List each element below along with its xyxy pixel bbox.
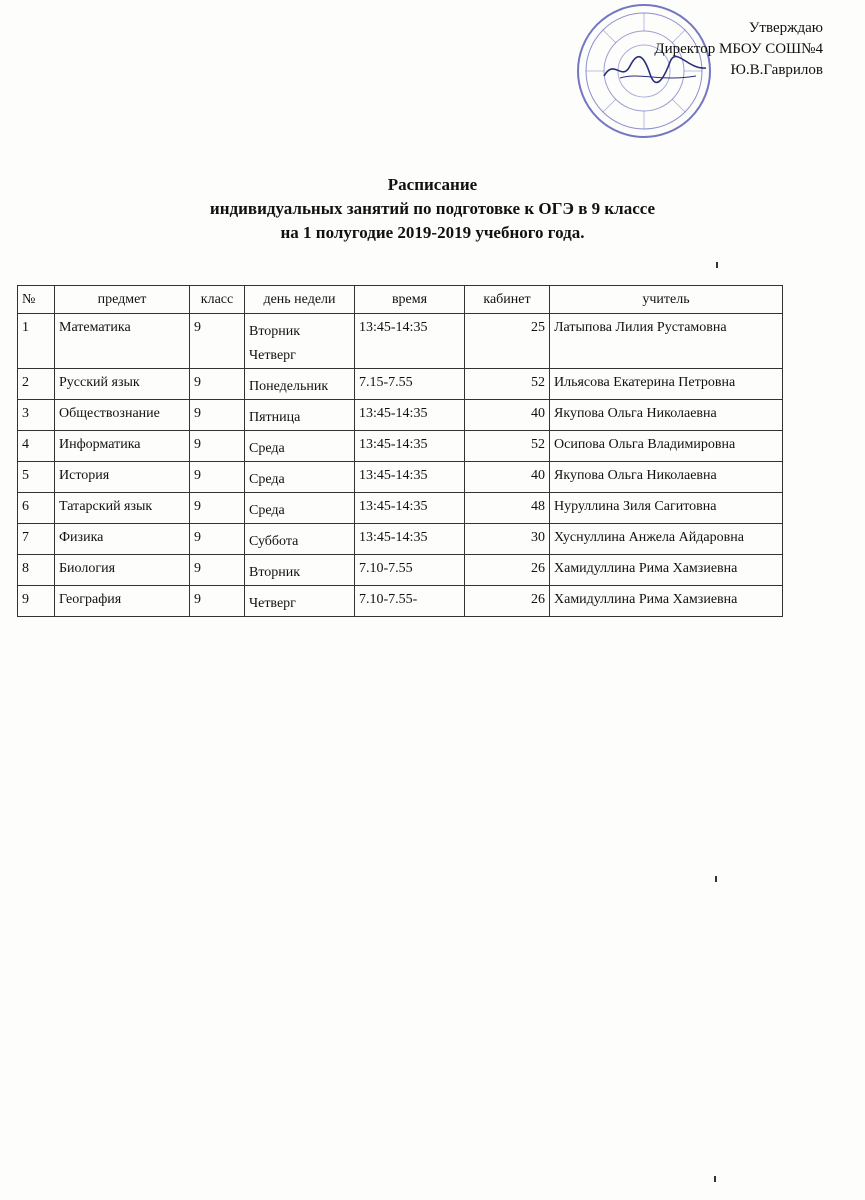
scan-speck bbox=[716, 262, 718, 268]
weekday: Суббота bbox=[249, 534, 299, 549]
cell-time: 7.10-7.55- bbox=[355, 586, 465, 617]
header-subject: предмет bbox=[55, 286, 190, 314]
cell-day bbox=[245, 431, 355, 462]
table-row bbox=[18, 555, 783, 586]
header-teacher: учитель bbox=[550, 286, 783, 314]
table-row bbox=[18, 586, 783, 617]
cell-subject: Математика bbox=[55, 314, 190, 369]
header-time: время bbox=[355, 286, 465, 314]
cell-grade: 9 bbox=[190, 314, 245, 369]
cell-grade: 9 bbox=[190, 493, 245, 524]
cell-time: 13:45-14:35 bbox=[355, 462, 465, 493]
cell-subject: Информатика bbox=[55, 431, 190, 462]
weekday: Среда bbox=[249, 472, 285, 487]
cell-room: 48 bbox=[465, 493, 550, 524]
cell-room: 52 bbox=[465, 369, 550, 400]
cell-day bbox=[245, 555, 355, 586]
cell-grade: 9 bbox=[190, 462, 245, 493]
cell-time: 7.10-7.55 bbox=[355, 555, 465, 586]
cell-room: 40 bbox=[465, 400, 550, 431]
cell-teacher: Хуснуллина Анжела Айдаровна bbox=[550, 524, 783, 555]
header-room: кабинет bbox=[465, 286, 550, 314]
cell-num: 2 bbox=[18, 369, 55, 400]
header-day: день недели bbox=[245, 286, 355, 314]
cell-grade: 9 bbox=[190, 431, 245, 462]
table-header-row bbox=[18, 286, 783, 314]
cell-grade: 9 bbox=[190, 369, 245, 400]
cell-grade: 9 bbox=[190, 555, 245, 586]
cell-room: 26 bbox=[465, 555, 550, 586]
schedule-table bbox=[17, 285, 783, 617]
cell-time: 13:45-14:35 bbox=[355, 400, 465, 431]
weekday: Вторник bbox=[249, 565, 301, 580]
cell-grade: 9 bbox=[190, 586, 245, 617]
title-line-2: индивидуальных занятий по подготовке к ОГЭ в 9 классе bbox=[209, 199, 656, 218]
cell-teacher: Хамидуллина Рима Хамзиевна bbox=[550, 586, 783, 617]
cell-time: 13:45-14:35 bbox=[355, 314, 465, 369]
cell-teacher: Ильясова Екатерина Петровна bbox=[550, 369, 783, 400]
cell-subject: География bbox=[55, 586, 190, 617]
cell-day bbox=[245, 400, 355, 431]
cell-num: 3 bbox=[18, 400, 55, 431]
cell-day bbox=[245, 524, 355, 555]
cell-time: 7.15-7.55 bbox=[355, 369, 465, 400]
cell-room: 30 bbox=[465, 524, 550, 555]
cell-room: 52 bbox=[465, 431, 550, 462]
cell-num: 6 bbox=[18, 493, 55, 524]
cell-time: 13:45-14:35 bbox=[355, 493, 465, 524]
table-row bbox=[18, 431, 783, 462]
cell-room: 26 bbox=[465, 586, 550, 617]
cell-day bbox=[245, 462, 355, 493]
cell-subject: Физика bbox=[55, 524, 190, 555]
cell-time: 13:45-14:35 bbox=[355, 431, 465, 462]
table-row bbox=[18, 314, 783, 369]
cell-num: 8 bbox=[18, 555, 55, 586]
weekday: Среда bbox=[249, 503, 285, 518]
approval-name: Ю.В.Гаврилов bbox=[730, 62, 823, 78]
cell-num: 1 bbox=[18, 314, 55, 369]
cell-num: 4 bbox=[18, 431, 55, 462]
cell-teacher: Латыпова Лилия Рустамовна bbox=[550, 314, 783, 369]
cell-subject: Биология bbox=[55, 555, 190, 586]
cell-subject: История bbox=[55, 462, 190, 493]
table-row bbox=[18, 369, 783, 400]
approval-title: Утверждаю bbox=[748, 20, 823, 36]
weekday: Вторник bbox=[249, 324, 301, 339]
cell-teacher: Нуруллина Зиля Сагитовна bbox=[550, 493, 783, 524]
scan-speck bbox=[714, 1176, 716, 1182]
cell-room: 40 bbox=[465, 462, 550, 493]
cell-teacher: Якупова Ольга Николаевна bbox=[550, 462, 783, 493]
cell-subject: Обществознание bbox=[55, 400, 190, 431]
table-row bbox=[18, 524, 783, 555]
table-row bbox=[18, 400, 783, 431]
header-num: № bbox=[18, 286, 55, 314]
cell-num: 9 bbox=[18, 586, 55, 617]
cell-time: 13:45-14:35 bbox=[355, 524, 465, 555]
cell-num: 5 bbox=[18, 462, 55, 493]
cell-day bbox=[245, 586, 355, 617]
document-title bbox=[0, 173, 865, 245]
cell-day bbox=[245, 314, 355, 369]
scan-speck bbox=[715, 876, 717, 882]
approval-position: Директор МБОУ СОШ№4 bbox=[654, 41, 823, 57]
cell-day bbox=[245, 369, 355, 400]
weekday: Четверг bbox=[249, 348, 296, 363]
cell-grade: 9 bbox=[190, 400, 245, 431]
cell-subject: Русский язык bbox=[55, 369, 190, 400]
table-row bbox=[18, 462, 783, 493]
header-grade: класс bbox=[190, 286, 245, 314]
cell-subject: Татарский язык bbox=[55, 493, 190, 524]
weekday: Понедельник bbox=[249, 379, 329, 394]
cell-teacher: Якупова Ольга Николаевна bbox=[550, 400, 783, 431]
weekday: Пятница bbox=[249, 410, 301, 425]
cell-teacher: Осипова Ольга Владимировна bbox=[550, 431, 783, 462]
cell-room: 25 bbox=[465, 314, 550, 369]
cell-teacher: Хамидуллина Рима Хамзиевна bbox=[550, 555, 783, 586]
title-line-1: Расписание bbox=[387, 175, 478, 194]
cell-grade: 9 bbox=[190, 524, 245, 555]
cell-num: 7 bbox=[18, 524, 55, 555]
approval-block bbox=[654, 18, 823, 81]
weekday: Четверг bbox=[249, 596, 296, 611]
title-line-3: на 1 полугодие 2019-2019 учебного года. bbox=[280, 223, 585, 242]
table-row bbox=[18, 493, 783, 524]
cell-day bbox=[245, 493, 355, 524]
weekday: Среда bbox=[249, 441, 285, 456]
